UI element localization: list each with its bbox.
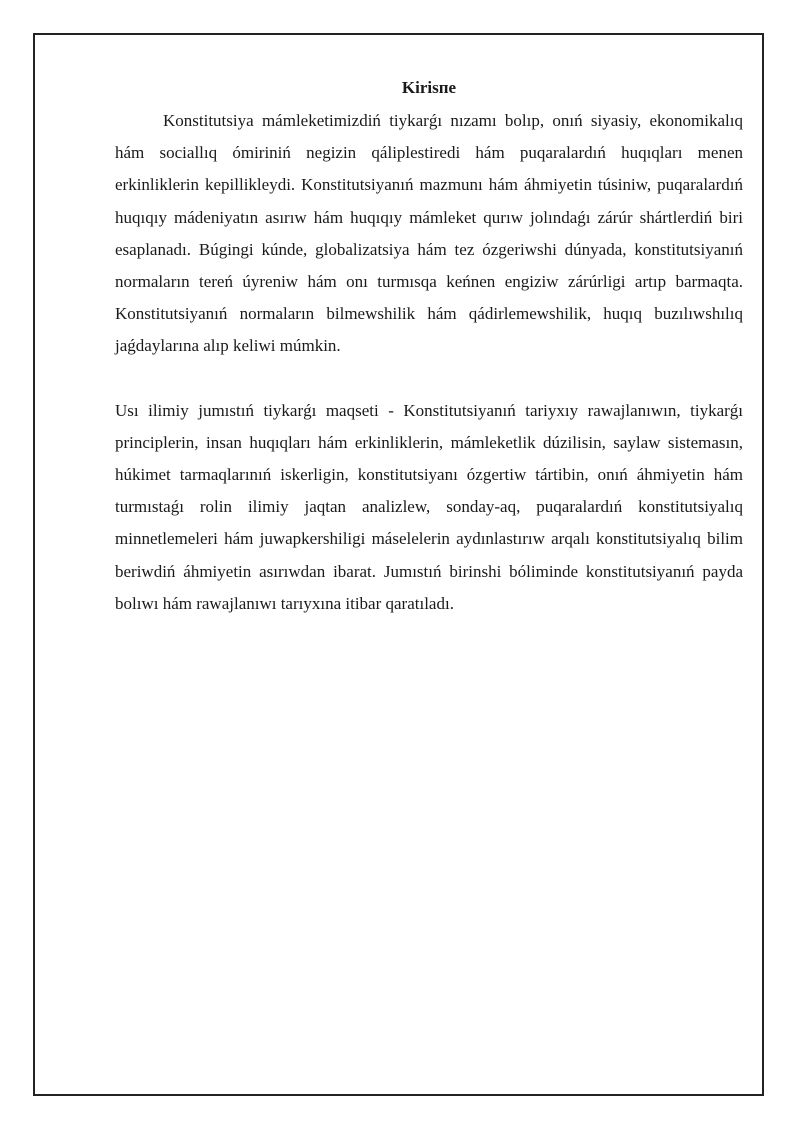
document-body bbox=[115, 77, 743, 620]
paragraph-gap bbox=[115, 363, 743, 395]
paragraph-aim: Usı ilimiy jumıstıń tiykarǵı maqseti - Konstitutsiyanıń tariyxıy rawajlanıwın, tiykarǵı principlerin, insan huqıqları hám erkinliklerin, mámleketlik dúzilisin, saylaw sistemasın, húkimet tarmaqlarınıń iskerligin, konstitutsiyanı ózgertiw tártibin, onıń áhmiyetin hám turmıstaǵı rolin ilimiy jaqtan analizlew, sonday-aq, puqaralardıń konstitutsiyalıq minnetlemeleri hám juwapkershiligi máselelerin aydınlastırıw arqalı konstitutsiyalıq bilim beriwdiń áhmiyetin asırıwdan ibarat. Jumıstıń birinshi bóliminde konstitutsiyanıń payda bolıwı hám rawajlanıwı tarıyxına itibar qaratıladı. bbox=[115, 400, 743, 613]
paragraph-intro: Konstitutsiya mámleketimizdiń tiykarǵı nızamı bolıp, onıń siyasiy, ekonomikalıq hám sociallıq ómiriniń negizin qáliplestiredi hám puqaralardıń huqıqları menen erkinliklerin kepillikleydi. Konstitutsiyanıń mazmunı hám áhmiyetin túsiniw, puqaralardıń huqıqıy mádeniyatın asırıw hám huqıqıy mámleket qurıw jolındaǵı zárúr shártlerdiń biri esaplanadı. Búgingi kúnde, globalizatsiya hám tez ózgeriwshi dúnyada, konstitutsiyanıń normaların tereń úyreniw hám onı turmısqa keńnen engiziw zárúrligi artıp barmaqta. Konstitutsiyanıń normaların bilmewshilik hám qádirlemewshilik, huqıq buzılıwshılıq jaǵdaylarına alıp keliwi múmkin. bbox=[115, 111, 743, 356]
section-heading: Kirisпе bbox=[401, 78, 457, 97]
